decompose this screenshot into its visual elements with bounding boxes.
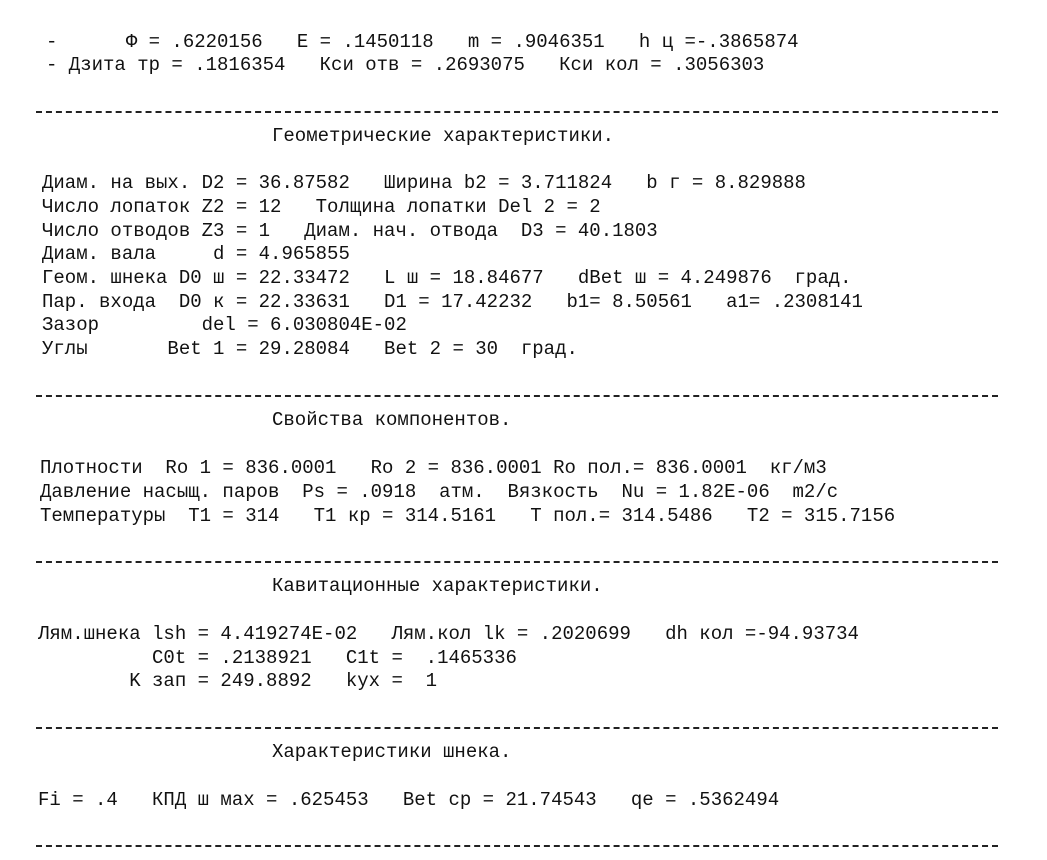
header-line-1: - Ф = .6220156 E = .1450118 m = .9046351 h ц =-.3865874 [46,31,799,53]
components-section-title: Свойства компонентов. [272,409,512,431]
screw-section-title: Характеристики шнека. [272,741,512,763]
geometry-line: Число лопаток Z2 = 12 Толщина лопатки Del 2 = 2 [42,196,601,218]
cavitation-line: C0t = .2138921 C1t = .1465336 [38,647,517,669]
geometry-line: Диам. на вых. D2 = 36.87582 Ширина b2 = 3.711824 b г = 8.829888 [42,172,806,194]
geometry-line: Зазор del = 6.030804E-02 [42,314,407,336]
cavitation-line: K зап = 249.8892 kyx = 1 [38,670,438,692]
components-line: Температуры T1 = 314 T1 кр = 314.5161 T пол.= 314.5486 T2 = 315.7156 [40,505,896,527]
cavitation-line: Лям.шнека lsh = 4.419274E-02 Лям.кол lk = .2020699 dh кол =-94.93734 [38,623,859,645]
geometry-line: Геом. шнека D0 ш = 22.33472 L ш = 18.84677 dBet ш = 4.249876 град. [42,267,852,289]
components-line: Плотности Ro 1 = 836.0001 Ro 2 = 836.0001 Ro пол.= 836.0001 кг/м3 [40,457,827,479]
components-line: Давление насыщ. паров Ps = .0918 атм. Вязкость Nu = 1.82E-06 m2/c [40,481,839,503]
section-divider [36,845,998,847]
section-divider [36,111,998,113]
geometry-line: Пар. входа D0 к = 22.33631 D1 = 17.42232 b1= 8.50561 a1= .2308141 [42,291,863,313]
section-divider [36,395,998,397]
geometry-section-title: Геометрические характеристики. [272,125,615,147]
geometry-line: Число отводов Z3 = 1 Диам. нач. отвода D3 = 40.1803 [42,220,658,242]
geometry-line: Углы Bet 1 = 29.28084 Bet 2 = 30 град. [42,338,578,360]
screw-line: Fi = .4 КПД ш мах = .625453 Bet cp = 21.74543 qe = .5362494 [38,789,780,811]
section-divider [36,561,998,563]
geometry-line: Диам. вала d = 4.965855 [42,243,350,265]
cavitation-section-title: Кавитационные характеристики. [272,575,603,597]
section-divider [36,727,998,729]
header-line-2: - Дзита тр = .1816354 Кси отв = .2693075 Кси кол = .3056303 [46,54,765,76]
